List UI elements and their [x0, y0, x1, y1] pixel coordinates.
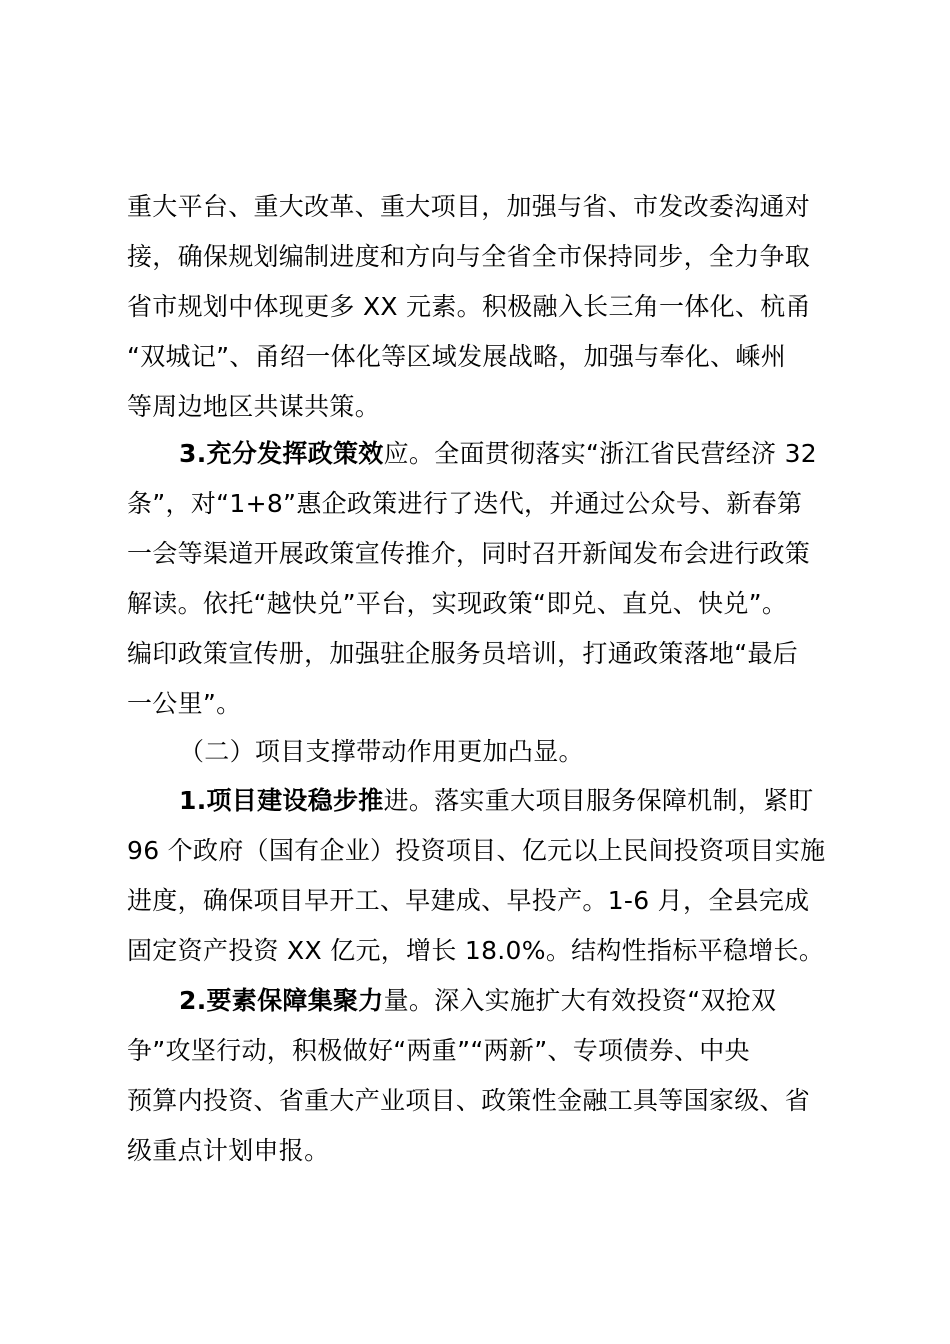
section-heading-2: （二）项目支撑带动作用更加凸显。 — [179, 737, 584, 766]
p4-line-4: 级重点计划申报。 — [127, 1136, 330, 1165]
p3-first-rest: 进。落实重大项目服务保障机制，紧盯 — [383, 786, 814, 815]
p1-line-5: 等周边地区共谋共策。 — [127, 392, 381, 421]
p2-first-rest: 应。全面贯彻落实“浙江省民营经济 32 — [383, 439, 818, 468]
p2-line-2: 条”，对“1+8”惠企政策进行了迭代，并通过公众号、新春第 — [127, 489, 803, 518]
p2-line-4: 解读。依托“越快兑”平台，实现政策“即兑、直兑、快兑”。 — [127, 589, 788, 618]
p3-first-line — [179, 776, 849, 826]
p3-line-3: 进度，确保项目早开工、早建成、早投产。1-6 月，全县完成 — [127, 886, 810, 915]
p1-line-3: 省市规划中体现更多 XX 元素。积极融入长三角一体化、杭甬 — [127, 292, 811, 321]
p2-line-5: 编印政策宣传册，加强驻企服务员培训，打通政策落地“最后 — [127, 639, 799, 668]
p2-line-3: 一会等渠道开展政策宣传推介，同时召开新闻发布会进行政策 — [127, 539, 811, 568]
p2-first-line — [179, 429, 849, 479]
p4-line-2: 争”攻坚行动，积极做好“两重”“两新”、专项债券、中央 — [127, 1036, 750, 1065]
p1-line-1: 重大平台、重大改革、重大项目，加强与省、市发改委沟通对 — [127, 192, 811, 221]
p4-first-line — [179, 976, 849, 1026]
p1-line-4: “双城记”、甬绍一体化等区域发展战略，加强与奉化、嵊州 — [127, 342, 787, 371]
p3-heading: 1.项目建设稳步推 — [179, 786, 384, 815]
p2-line-6: 一公里”。 — [127, 689, 242, 718]
p3-line-4: 固定资产投资 XX 亿元，增长 18.0%。结构性指标平稳增长。 — [127, 936, 825, 965]
p4-heading: 2.要素保障集聚力 — [179, 986, 384, 1015]
p1-line-2: 接，确保规划编制进度和方向与全省全市保持同步，全力争取 — [127, 242, 811, 271]
p2-heading: 3.充分发挥政策效 — [179, 439, 384, 468]
p4-line-3: 预算内投资、省重大产业项目、政策性金融工具等国家级、省 — [127, 1086, 811, 1115]
p3-line-2: 96 个政府（国有企业）投资项目、亿元以上民间投资项目实施 — [127, 836, 826, 865]
p4-first-rest: 量。深入实施扩大有效投资“双抢双 — [383, 986, 777, 1015]
